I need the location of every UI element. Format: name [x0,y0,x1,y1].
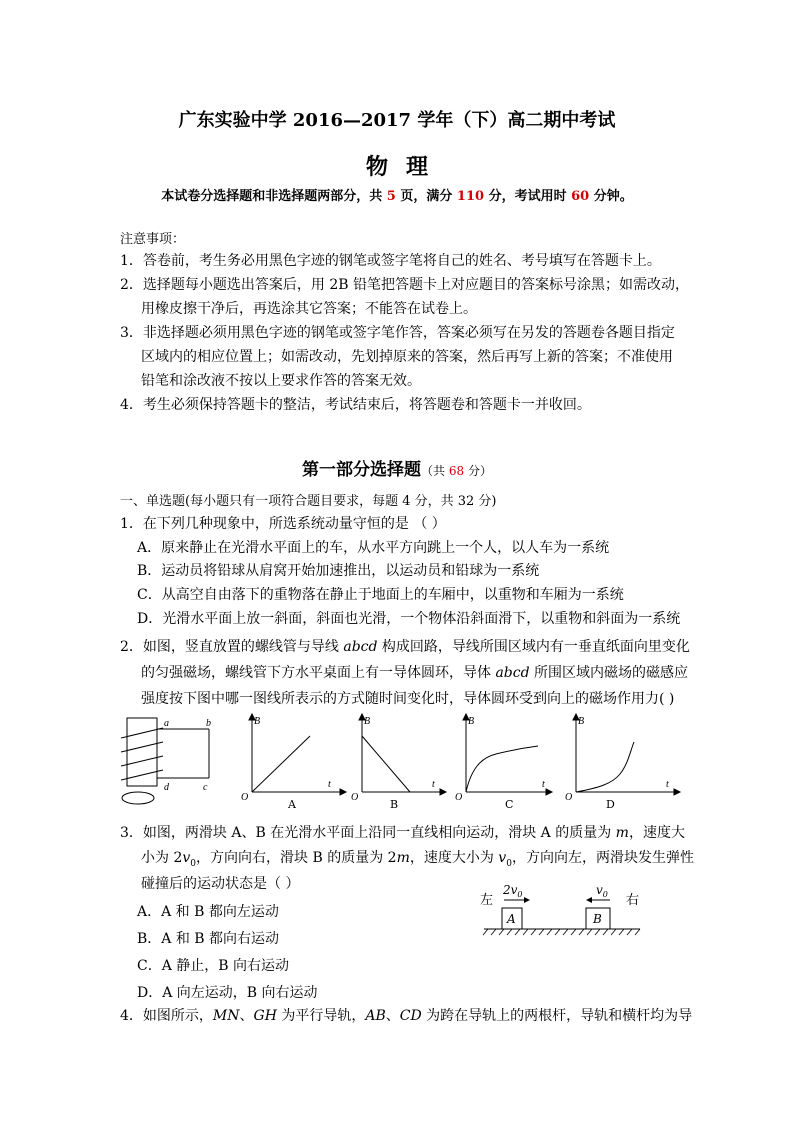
conducting-ring [122,792,154,804]
q1-option-a: A．原来静止在光滑水平面上的车，从水平方向跳上一个人，以人车为一系统 [137,540,610,556]
svg-text:O: O [565,792,573,803]
q2-line: 的匀强磁场，螺线管下方水平桌面上有一导体圆环，导体 abcd 所围区域内磁场的磁感应 [141,665,689,681]
svg-text:t: t [542,779,545,790]
q3-option-b: B．A 和 B 都向右运动 [137,931,280,947]
q1-stem: 1．在下列几种现象中，所选系统动量守恒的是 （ ） [120,516,446,532]
svg-text:t: t [328,779,331,790]
graph-a [249,714,346,795]
q3-line: 小为 $2v_0$，方向向右，滑块 B 的质量为 2m，速度大小为 $v_0$，方向向左，两滑块发生弹性 [141,850,694,869]
section-title: 第一部分选择题（共 68 分） [302,460,492,480]
svg-text:B: B [364,716,371,727]
q3-line: 3．如图，两滑块 A、B 在光滑水平面上沿同一直线相向运动，滑块 A 的质量为 m，速度大 [120,825,685,841]
label-d: d [164,782,169,793]
svg-text:B: B [254,716,261,727]
svg-text:t: t [432,779,435,790]
block-a-label: A [507,912,516,926]
svg-text:O: O [241,792,249,803]
exam-title: 广东实验中学 2016—2017 学年（下）高二期中考试 [178,110,616,131]
label-c: c [203,782,208,793]
left-label: 左 [480,893,494,908]
q1-option-c: C．从高空自由落下的重物落在静止于地面上的车厢中，以重物和车厢为一系统 [137,587,624,603]
notice-line: 铅笔和涂改液不按以上要求作答的答案无效。 [141,373,421,389]
block-b-label: B [593,912,602,926]
ground-hatch [483,929,640,935]
exam-intro: 本试卷分选择题和非选择题两部分，共 5 页，满分 110 分，考试用时 60 分钟。 [161,189,633,204]
label-b: b [206,718,211,729]
q4-line: 4．如图所示，MN、GH 为平行导轨，AB、CD 为跨在导轨上的两根杆，导轨和横杆均为导 [120,1008,693,1024]
exam-minutes: 60 [571,189,590,204]
q3-option-c: C．A 静止，B 向右运动 [137,958,290,974]
svg-text:t: t [666,779,669,790]
notice-heading: 注意事项： [120,232,186,247]
notice-line: 4．考生必须保持答题卡的整洁，考试结束后，将答题卷和答题卡一并收回。 [120,397,591,413]
solenoid-body [127,718,157,786]
notice-line: 3．非选择题必须用黑色字迹的钢笔或签字笔作答，答案必须写在另发的答题卷各题目指定 [120,325,675,341]
velocity-b: $v_0$ [596,883,608,899]
graph-b-label: B [390,798,399,811]
section-subtitle: 一、单选题(每小题只有一项符合题目要求，每题 4 分，共 32 分) [120,494,497,509]
page-count: 5 [386,189,396,204]
q2-figure [118,712,688,815]
svg-text:O: O [455,792,463,803]
notice-line: 区域内的相应位置上；如需改动，先划掉原来的答案，然后再写上新的答案；不准使用 [141,349,673,365]
subject-title: 物理 [365,154,446,180]
graph-a-curve [252,736,310,792]
notice-line: 1．答卷前，考生务必用黑色字迹的钢笔或签字笔将自己的姓名、考号填写在答题卡上。 [120,253,661,269]
full-score: 110 [456,189,485,204]
notice-line: 2．选择题每小题选出答案后，用 2B 铅笔把答题卡上对应题目的答案标号涂黑；如需改动， [120,277,690,293]
right-label: 右 [626,893,640,908]
graph-c-curve [466,746,538,792]
q3-option-d: D．A 向左运动，B 向右运动 [137,985,318,1001]
q1-option-b: B．运动员将铅球从肩窝开始加速推出，以运动员和铅球为一系统 [137,563,540,579]
graph-b-curve [362,736,410,792]
graph-d [573,714,680,795]
graph-d-curve [576,742,634,792]
graph-c-label: C [505,798,514,811]
q3-option-a: A．A 和 B 都向左运动 [137,904,279,920]
svg-text:B: B [578,716,585,727]
q2-line: 强度按下图中哪一图线所表示的方式随时间变化时，导体圆环受到向上的磁场作用力( ) [141,691,675,707]
graph-c [463,714,552,795]
label-a: a [164,718,169,729]
notice-line: 用橡皮擦干净后，再选涂其它答案；不能答在试卷上。 [141,301,477,317]
velocity-a: $2v_0$ [503,883,523,899]
graph-a-label: A [288,798,296,811]
q2-line: 2．如图，竖直放置的螺线管与导线 abcd 构成回路，导线所围区域内有一垂直纸面向里变化 [120,639,690,655]
graph-d-label: D [606,798,615,811]
q3-line: 碰撞后的运动状态是（ ） [141,876,300,892]
q1-option-d: D．光滑水平面上放一斜面，斜面也光滑，一个物体沿斜面滑下，以重物和斜面为一系统 [137,611,681,627]
svg-text:O: O [351,792,359,803]
section-points: 68 [448,464,465,478]
svg-text:B: B [468,716,475,727]
q3-figure [476,874,648,940]
